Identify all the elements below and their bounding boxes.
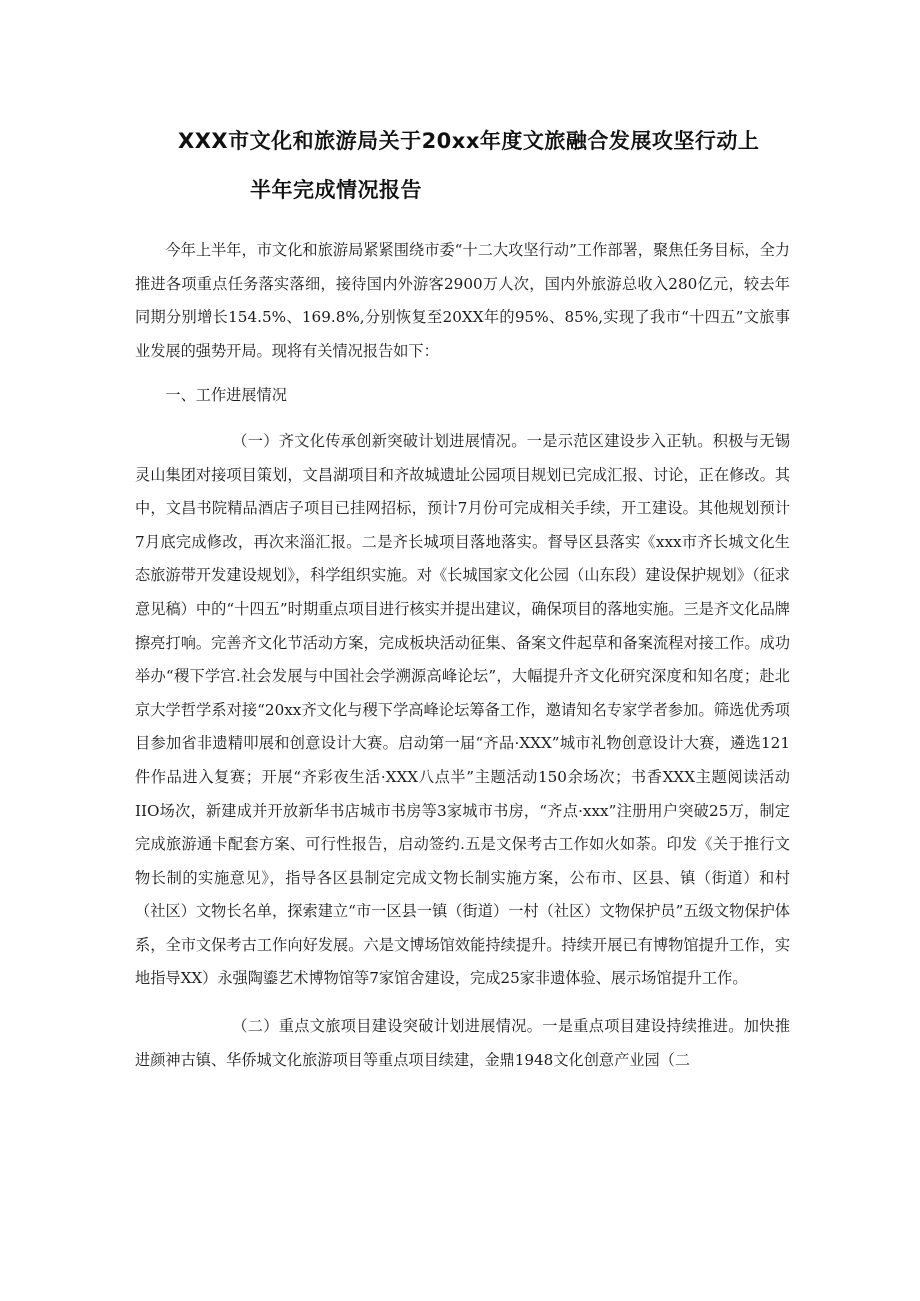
title-line-1: XXX市文化和旅游局关于20xx年度文旅融合发展攻坚行动上 — [178, 129, 760, 153]
document-body — [135, 234, 790, 1077]
document-title — [178, 128, 818, 203]
body-paragraph-1: （一）齐文化传承创新突破计划进展情况。一是示范区建设步入正轨。积极与无锡灵山集团对接项目策划，文昌湖项目和齐故城遗址公园项目规划已完成汇报、讨论，正在修改。其中，文昌书院精品酒店子项目已挂网招标，预计7月份可完成相关手续，开工建设。其他规划预计7月底完成修改，再次来淄汇报。二是齐长城项目落地落实。督导区县落实《xxx市齐长城文化生态旅游带开发建设规划》，科学组织实施。对《长城国家文化公园（山东段）建设保护规划》（征求意见稿）中的“十四五”时期重点项目进行核实并提出建议，确保项目的落地实施。三是齐文化品牌擦亮打响。完善齐文化节活动方案，完成板块活动征集、备案文件起草和备案流程对接工作。成功举办“稷下学宫.社会发展与中国社会学溯源高峰论坛”，大幅提升齐文化研究深度和知名度；赴北京大学哲学系对接“20xx齐文化与稷下学高峰论坛筹备工作，邀请知名专家学者参加。筛选优秀项目参加省非遗精叩展和创意设计大赛。启动第一届“齐品·XXX”城市礼物创意设计大赛，遴选121件作品进入复赛；开展“齐彩夜生活·XXX八点半”主题活动150余场次；书香XXX主题阅读活动IIO场次，新建成并开放新华书店城市书房等3家城市书房，“齐点·xxx”注册用户突破25万，制定完成旅游通卡配套方案、可行性报告，启动签约.五是文保考古工作如火如荼。印发《关于推行文物长制的实施意见》，指导各区县制定完成文物长制实施方案，公布市、区县、镇（街道）和村（社区）文物长名单，探索建立“市一区县一镇（街道）一村（社区）文物保护员”五级文物保护体系，全市文保考古工作向好发展。六是文博场馆效能持续提升。持续开展已有博物馆提升工作，实地指导XX）永强陶鎏艺术博物馆等7家馆舍建设，完成25家非遗体验、展示场馆提升工作。 — [135, 431, 790, 988]
intro-paragraph: 今年上半年，市文化和旅游局紧紧围绕市委“十二大攻坚行动”工作部署，聚焦任务目标，全力推进各项重点任务落实落细，接待国内外游客2900万人次，国内外旅游总收入280亿元，较去年同期分别增长154.5%、169.8%,分别恢复至20XX年的95%、85%,实现了我市“十四五”文旅事业发展的强势开局。现将有关情况报告如下： — [135, 241, 790, 360]
title-line-2: 半年完成情况报告 — [250, 178, 422, 202]
section-heading-1: 一、工作进展情况 — [165, 386, 287, 405]
body-paragraph-2: （二）重点文旅项目建设突破计划进展情况。一是重点项目建设持续推进。加快推进颜神古镇、华侨城文化旅游项目等重点项目续建，金鼎1948文化创意产业园（二 — [135, 1017, 790, 1069]
